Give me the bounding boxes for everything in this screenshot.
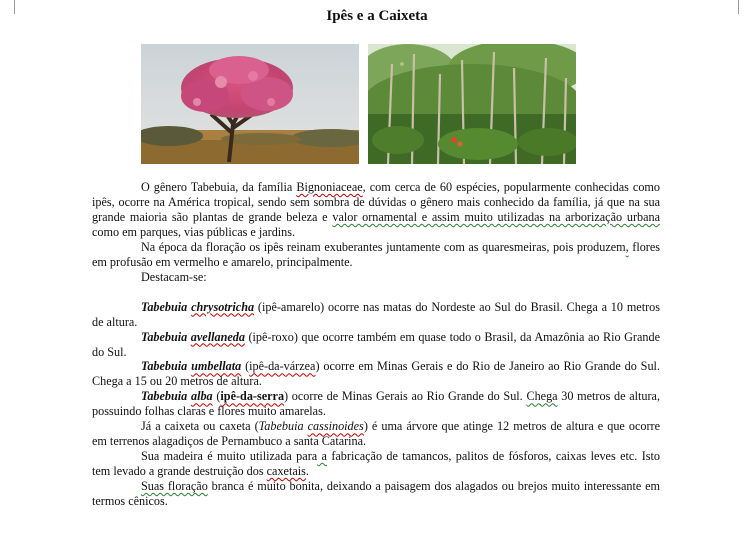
text-run: ) é uma árvore que atinge 12 metros de altura e que ocorre em terrenos alagadiços de Pernambuco a santa Catarina.: [92, 419, 660, 449]
text-run: (ipê-roxo) que ocorre também em quase todo o Brasil, da Amazônia ao Rio Grande do Sul.: [92, 329, 660, 359]
text-run: Já a caixeta ou caxeta (: [141, 419, 259, 434]
species-genus: Tabebuia: [141, 299, 192, 314]
species-epithet: alba: [190, 389, 213, 404]
text-run: O gênero Tabebuia, da família: [141, 180, 297, 194]
species-chrysotricha: [92, 300, 660, 330]
blank-line: [92, 285, 660, 300]
text-run: flores em profusão em vermelho e amarelo, principalmente.: [92, 239, 661, 269]
species-genus: Tabebuia: [258, 419, 308, 434]
ipe-tree-photo: [141, 44, 359, 164]
text-run: , com cerca de 60 espécies, popularmente conhecidas como ipês, ocorre na América tropical, sendo sem sombra de dúvidas o gênero mais conhecido da família, já que na sua grande maioria são plantas de grande beleza e: [92, 180, 660, 224]
paragraph-highlights: Destacam-se:: [141, 269, 207, 284]
species-umbellata: [92, 359, 660, 389]
grammar-flagged-text: Suas floração: [141, 479, 208, 494]
text-run: 30 metros de altura, possuindo folhas claras e flores muito amarelas.: [92, 389, 661, 419]
text-run: ) ocorre em Minas Gerais e do Rio de Janeiro ao Rio Grande do Sul. Chega a 15 ou 20 metros de altura.: [92, 359, 660, 389]
common-name: ipê-da-várzea: [249, 359, 316, 374]
text-run: (ipê-amarelo) ocorre nas matas do Nordeste ao Sul do Brasil. Chega a 10 metros de altura.: [92, 299, 660, 329]
species-epithet: avellaneda: [190, 329, 245, 344]
text-run: fabricação de tamancos, palitos de fósforos, caixas leves etc. Isto tem levado a grande destruição dos: [92, 449, 660, 479]
species-genus: Tabebuia: [141, 329, 191, 344]
grammar-flagged-text: Chega: [526, 389, 558, 404]
family-name: Bignoniaceae: [296, 180, 363, 194]
species-alba: [92, 389, 660, 419]
paragraph-wood-use: [92, 449, 660, 479]
paragraph-flowering: [92, 240, 660, 270]
text-run: como em parques, vias públicas e jardins.: [92, 224, 296, 239]
caixeta-forest-photo: [368, 44, 576, 164]
paragraph-flowering-white: [92, 479, 660, 509]
grammar-flagged-text: ,: [625, 239, 629, 254]
document-body: [92, 180, 660, 509]
species-avellaneda: [92, 330, 660, 360]
grammar-flagged-text: valor ornamental e assim muito utilizadas na arborização urbana: [332, 209, 661, 224]
species-genus: Tabebuia: [141, 389, 191, 404]
species-epithet: cassinoides: [307, 419, 364, 434]
grammar-flagged-text: a: [317, 449, 327, 464]
spelling-flagged-text: caxetais: [266, 464, 306, 479]
document-title: Ipês e a Caixeta: [326, 8, 428, 24]
text-run: Sua madeira é muito utilizada para: [141, 449, 318, 464]
text-run: ) ocorre de Minas Gerais ao Rio Grande do Sul.: [284, 389, 527, 404]
text-run: (: [241, 359, 250, 374]
paragraph-caixeta: [92, 419, 660, 449]
species-epithet: umbellata: [191, 359, 242, 374]
text-run: Na época da floração os ipês reinam exuberantes juntamente com as quaresmeiras, pois produzem: [141, 239, 626, 254]
text-run: .: [305, 464, 309, 479]
species-genus: Tabebuia: [141, 359, 192, 374]
paragraph-intro: [92, 180, 660, 240]
text-run: (: [212, 389, 221, 404]
common-name: ipê-da-serra: [220, 389, 285, 404]
text-run: branca é muito bonita, deixando a paisagem dos alagados ou brejos muito interessante em termos cênicos.: [92, 479, 660, 509]
species-epithet: chrysotricha: [191, 299, 255, 314]
